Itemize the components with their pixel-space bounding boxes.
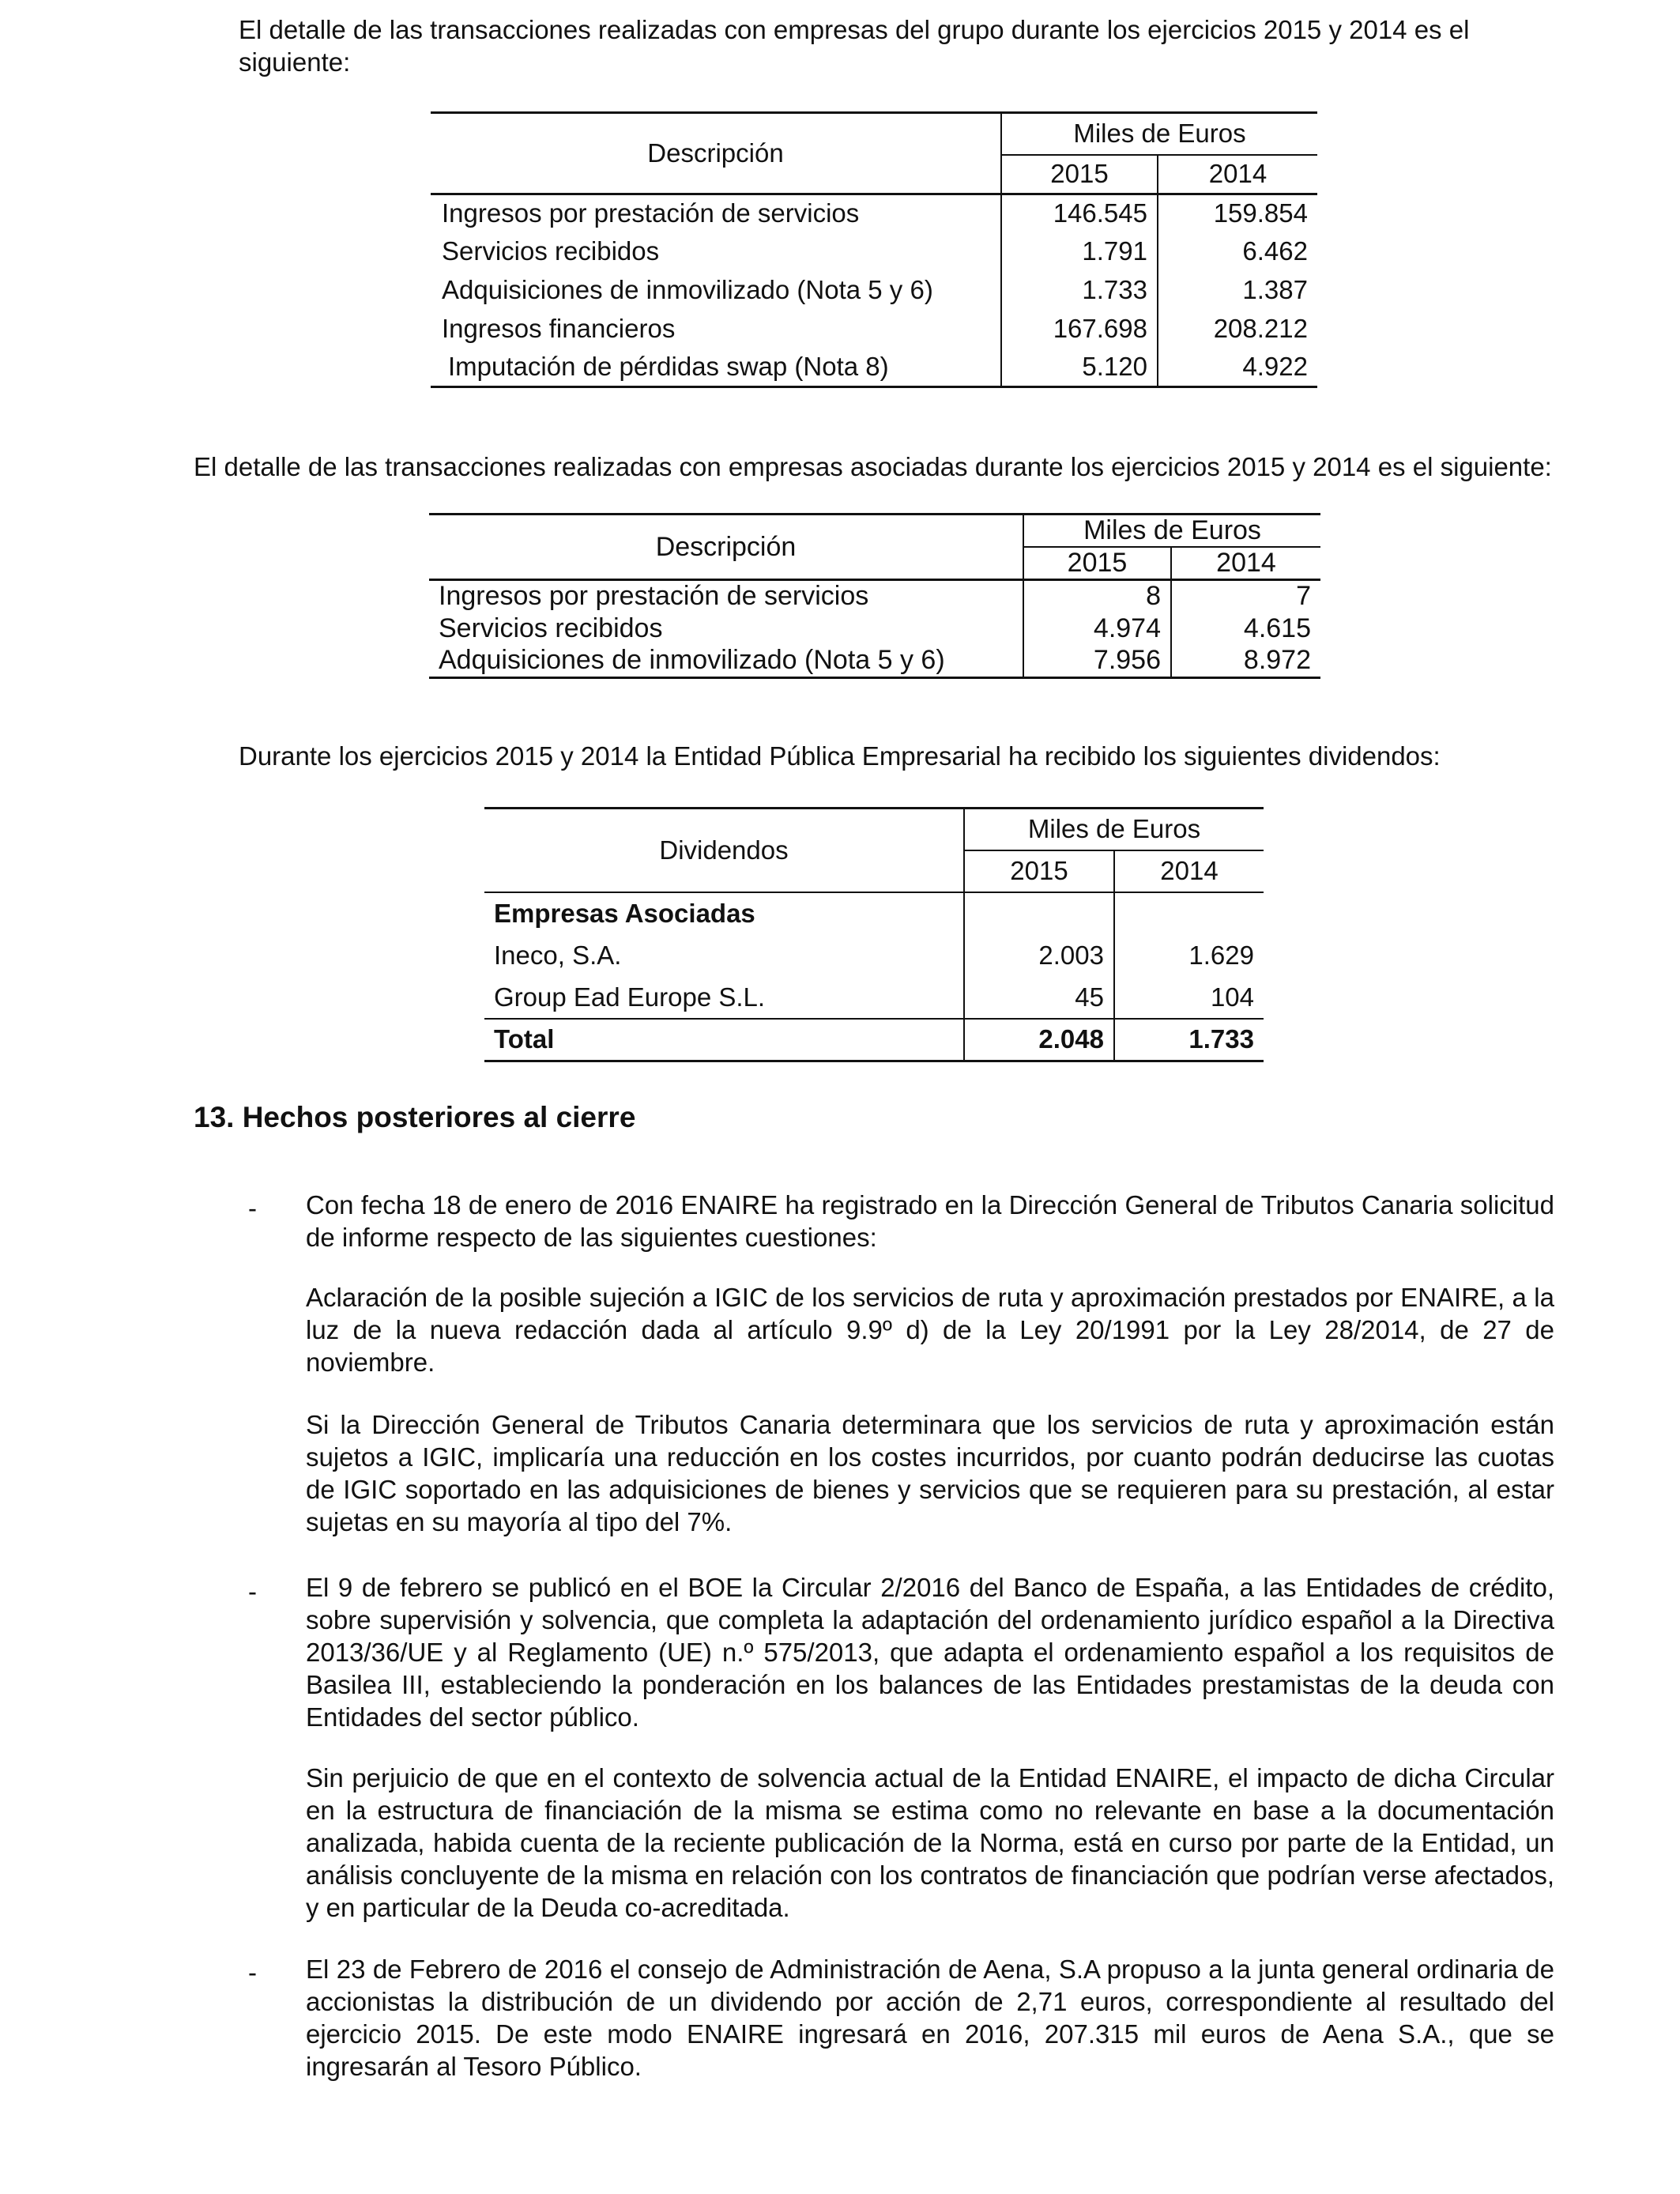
group-row xyxy=(484,892,1264,935)
year-2015-header: 2015 xyxy=(1001,155,1158,194)
bullet-dash: - xyxy=(248,1193,257,1223)
row-value-2015: 45 xyxy=(964,977,1114,1019)
row-label: Adquisiciones de inmovilizado (Nota 5 y 6) xyxy=(429,645,1023,678)
row-value-2014: 4.615 xyxy=(1171,613,1320,645)
group-label: Empresas Asociadas xyxy=(494,899,755,928)
table-row xyxy=(431,232,1317,271)
dividendos-table xyxy=(484,807,1264,1062)
bullet-1-paragraph-3: Si la Dirección General de Tributos Canaria determinara que los servicios de ruta y aproximación están sujetos a IGIC, implicaría una reducción en los costes incurridos, por cuanto podrán deducirse las cuotas de IGIC soportado en las adquisiciones de bienes y servicios que se requieren para su prestación, al estar sujetas en su mayoría al tipo del 7%. xyxy=(306,1410,1554,1536)
row-value-2014: 8.972 xyxy=(1171,645,1320,678)
row-label: Servicios recibidos xyxy=(442,236,660,266)
row-value-2015: 2.003 xyxy=(964,935,1114,977)
row-value-2014: 159.854 xyxy=(1158,194,1317,232)
asociadas-transactions-table xyxy=(429,513,1320,679)
desc-header: Descripción xyxy=(429,515,1023,580)
row-label: Ingresos por prestación de servicios xyxy=(439,581,869,612)
bullet-1-paragraph-2: Aclaración de la posible sujeción a IGIC de los servicios de ruta y aproximación prestados por ENAIRE, a la luz de la nueva redacción dada al artículo 9.9º d) de la Ley 20/1991 por la Ley 28/2014, de 27 de noviembre. xyxy=(306,1283,1554,1377)
table-row xyxy=(484,977,1264,1019)
desc-header: Descripción xyxy=(431,113,1001,194)
row-value-2014: 208.212 xyxy=(1158,310,1317,348)
year-2014-header: 2014 xyxy=(1114,850,1264,892)
intro-asociadas-paragraph: El detalle de las transacciones realizadas con empresas asociadas durante los ejercicios 2015 y 2014 es el siguiente: xyxy=(194,452,1552,481)
row-value-2015: 1.733 xyxy=(1001,271,1158,310)
year-2014-header: 2014 xyxy=(1171,547,1320,580)
bullet-3-paragraph-1: El 23 de Febrero de 2016 el consejo de Administración de Aena, S.A propuso a la junta general ordinaria de accionistas la distribución de un dividendo por acción de 2,71 euros, correspondiente al resultado del ejercicio 2015. De este modo ENAIRE ingresará en 2016, 207.315 mil euros de Aena S.A., que se ingresarán al Tesoro Público. xyxy=(306,1955,1554,2081)
dividendos-header: Dividendos xyxy=(484,809,964,892)
table-row xyxy=(431,194,1317,232)
row-label: Ineco, S.A. xyxy=(494,941,622,970)
total-value-2014: 1.733 xyxy=(1114,1019,1264,1061)
row-value-2014: 1.629 xyxy=(1114,935,1264,977)
table-row xyxy=(429,645,1320,678)
total-label: Total xyxy=(484,1019,964,1061)
year-2014-header: 2014 xyxy=(1158,155,1317,194)
row-value-2014: 7 xyxy=(1171,580,1320,613)
row-value-2015: 8 xyxy=(1023,580,1171,613)
year-2015-header: 2015 xyxy=(964,850,1114,892)
bullet-2-paragraph-2: Sin perjuicio de que en el contexto de solvencia actual de la Entidad ENAIRE, el impacto de dicha Circular en la estructura de financiación de la misma se estima como no relevante en base a la documentación analizada, habida cuenta de la reciente publicación de la Norma, está en curso por parte de la Entidad, un análisis concluyente de la misma en relación con los contratos de financiación que podrían verse afectados, y en particular de la Deuda co-acreditada. xyxy=(306,1763,1554,1922)
row-value-2015: 167.698 xyxy=(1001,310,1158,348)
row-value-2015: 7.956 xyxy=(1023,645,1171,678)
table-row xyxy=(429,580,1320,613)
bullet-dash: - xyxy=(248,1958,257,1987)
unit-header: Miles de Euros xyxy=(1001,113,1317,155)
table-row xyxy=(431,310,1317,348)
row-label: Ingresos por prestación de servicios xyxy=(442,198,860,228)
total-value-2015: 2.048 xyxy=(964,1019,1114,1061)
intro-grupo-paragraph: El detalle de las transacciones realizadas con empresas del grupo durante los ejercicios 2015 y 2014 es el siguiente: xyxy=(239,15,1470,77)
row-value-2015: 4.974 xyxy=(1023,613,1171,645)
table-row xyxy=(484,935,1264,977)
row-value-2015: 5.120 xyxy=(1001,348,1158,387)
table-row xyxy=(431,348,1317,387)
table-row xyxy=(431,271,1317,310)
bullet-1-paragraph-1: Con fecha 18 de enero de 2016 ENAIRE ha registrado en la Dirección General de Tributos Canaria solicitud de informe respecto de las siguientes cuestiones: xyxy=(306,1190,1554,1252)
row-value-2015: 146.545 xyxy=(1001,194,1158,232)
unit-header: Miles de Euros xyxy=(1023,515,1320,548)
table-row xyxy=(429,613,1320,645)
row-label: Servicios recibidos xyxy=(439,613,663,643)
section-title: 13. Hechos posteriores al cierre xyxy=(194,1101,636,1133)
unit-header: Miles de Euros xyxy=(964,809,1264,850)
bullet-2-paragraph-1: El 9 de febrero se publicó en el BOE la Circular 2/2016 del Banco de España, a las Entidades de crédito, sobre supervisión y solvencia, que completa la adaptación del ordenamiento jurídico español a la Directiva 2013/36/UE y al Reglamento (UE) n.º 575/2013, que adapta el ordenamiento español a los requisitos de Basilea III, estableciendo la ponderación en los balances de las Entidades prestamistas de la deuda con Entidades del sector público. xyxy=(306,1573,1554,1732)
row-label: Imputación de pérdidas swap (Nota 8) xyxy=(431,348,1001,387)
row-value-2014: 4.922 xyxy=(1158,348,1317,387)
year-2015-header: 2015 xyxy=(1023,547,1171,580)
row-value-2014: 1.387 xyxy=(1158,271,1317,310)
total-row xyxy=(484,1019,1264,1061)
row-value-2014: 104 xyxy=(1114,977,1264,1019)
row-value-2015: 1.791 xyxy=(1001,232,1158,271)
grupo-transactions-table xyxy=(431,111,1317,388)
row-label: Ingresos financieros xyxy=(442,313,676,343)
row-label: Group Ead Europe S.L. xyxy=(484,977,964,1019)
row-label: Adquisiciones de inmovilizado (Nota 5 y 6) xyxy=(442,275,933,304)
intro-dividendos-paragraph: Durante los ejercicios 2015 y 2014 la Entidad Pública Empresarial ha recibido los siguientes dividendos: xyxy=(239,741,1441,771)
row-value-2014: 6.462 xyxy=(1158,232,1317,271)
bullet-dash: - xyxy=(248,1577,257,1606)
